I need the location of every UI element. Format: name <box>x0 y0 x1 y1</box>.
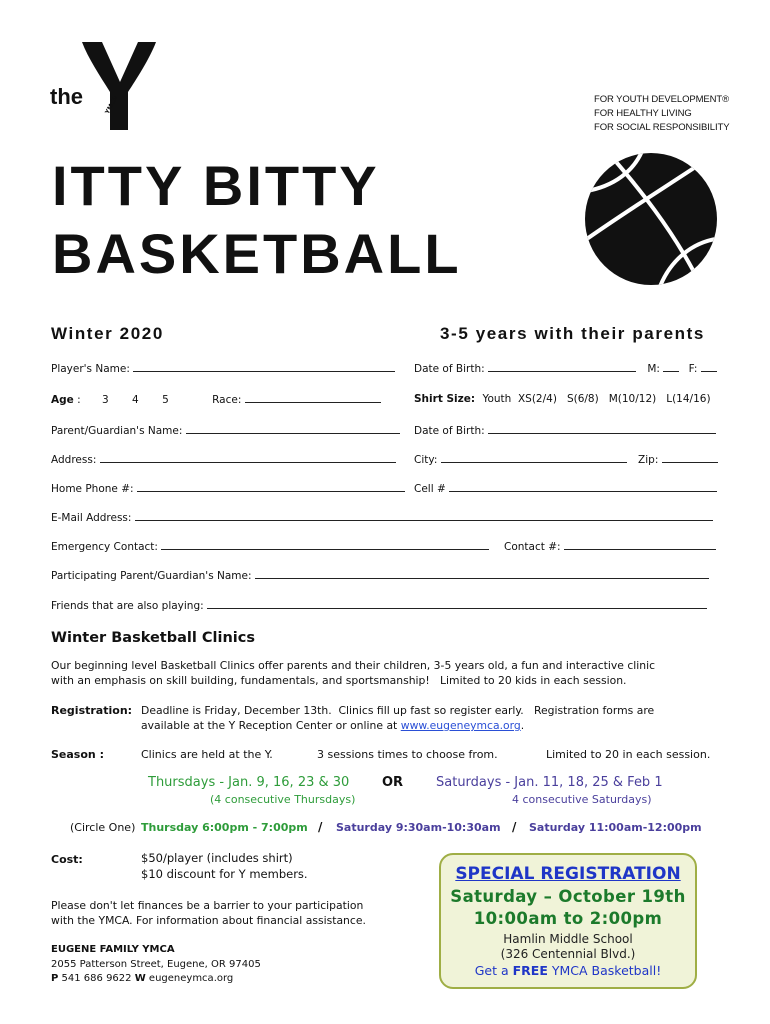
parent-name-field[interactable] <box>186 424 400 434</box>
slash-1: / <box>318 820 323 834</box>
player-name-label: Player's Name: <box>51 363 130 375</box>
address-row <box>51 453 396 466</box>
city-field[interactable] <box>441 453 627 463</box>
age-colon: : <box>77 394 81 406</box>
parent-dob-field[interactable] <box>488 424 716 434</box>
age-option-4[interactable]: 4 <box>132 394 139 406</box>
zip-label: Zip: <box>638 454 659 466</box>
promo-place-line2: (326 Centennial Blvd.) <box>500 947 636 961</box>
friends-field[interactable] <box>207 599 707 609</box>
promo-place <box>441 932 695 962</box>
thursdays-sub: (4 consecutive Thursdays) <box>210 793 356 806</box>
m-field[interactable] <box>663 362 679 372</box>
clinics-heading: Winter Basketball Clinics <box>51 630 255 646</box>
assistance-line2: with the YMCA. For information about financial assistance. <box>51 914 366 927</box>
saturdays-dates: Saturdays - Jan. 11, 18, 25 & Feb 1 <box>436 775 663 790</box>
home-phone-field[interactable] <box>137 482 405 492</box>
registration-text-line1: Deadline is Friday, December 13th. Clinics fill up fast so register early. Registration forms are <box>141 704 655 717</box>
email-label: E-Mail Address: <box>51 512 132 524</box>
email-row <box>51 511 713 524</box>
circle-one-label: (Circle One) <box>70 821 136 834</box>
thursdays-dates: Thursdays - Jan. 9, 16, 23 & 30 <box>148 775 350 790</box>
friends-label: Friends that are also playing: <box>51 600 204 612</box>
phone-prefix: P <box>51 973 59 984</box>
player-dob-row <box>414 362 717 375</box>
promo-time: 10:00am to 2:00pm <box>473 909 663 928</box>
tagline-social: FOR SOCIAL RESPONSIBILITY <box>594 122 730 133</box>
f-field[interactable] <box>701 362 717 372</box>
registration-end: . <box>520 719 525 732</box>
cost-label: Cost: <box>51 853 83 866</box>
registration-label: Registration: <box>51 704 133 717</box>
age-option-3[interactable]: 3 <box>102 394 109 406</box>
ymca-name: EUGENE FAMILY YMCA <box>51 944 175 955</box>
promo-date: Saturday – October 19th <box>450 887 686 906</box>
slash-2: / <box>512 820 517 834</box>
address-field[interactable] <box>100 453 396 463</box>
parent-dob-row <box>414 424 716 437</box>
clinics-intro-line2: with an emphasis on skill building, fundamentals, and sportsmanship! Limited to 20 kids in each session. <box>51 674 627 687</box>
season-limit: Limited to 20 in each session. <box>546 748 711 761</box>
home-phone-label: Home Phone #: <box>51 483 134 495</box>
address-label: Address: <box>51 454 97 466</box>
emergency-label: Emergency Contact: <box>51 541 158 553</box>
promo-place-line1: Hamlin Middle School <box>503 932 633 946</box>
contact-field[interactable] <box>564 540 716 550</box>
friends-row <box>51 599 707 612</box>
ymca-phone: 541 686 9622 <box>61 973 132 984</box>
season-label: Season : <box>51 748 104 761</box>
registration-text-line2 <box>141 718 524 734</box>
age-option-5[interactable]: 5 <box>162 394 169 406</box>
basketball-icon <box>584 152 718 286</box>
player-dob-field[interactable] <box>488 362 636 372</box>
cost-line2: $10 discount for Y members. <box>141 867 308 881</box>
promo-free-post: YMCA Basketball! <box>547 963 662 978</box>
home-phone-row <box>51 482 405 495</box>
registration-text: available at the Y Reception Center or online at <box>141 719 398 732</box>
participating-label: Participating Parent/Guardian's Name: <box>51 570 252 582</box>
tagline-youth: FOR YOUTH DEVELOPMENT® <box>594 94 730 105</box>
participating-field[interactable] <box>255 569 709 579</box>
email-field[interactable] <box>135 511 713 521</box>
emergency-field[interactable] <box>161 540 489 550</box>
ymca-website-link[interactable]: www.eugeneymca.org <box>400 719 521 732</box>
player-dob-label: Date of Birth: <box>414 363 485 375</box>
option-saturday-morning[interactable]: Saturday 9:30am-10:30am <box>336 821 501 834</box>
promo-free-word: FREE <box>512 963 548 978</box>
parent-name-label: Parent/Guardian's Name: <box>51 425 183 437</box>
emergency-row <box>51 540 489 553</box>
parent-name-row <box>51 424 400 437</box>
tagline-healthy: FOR HEALTHY LIVING <box>594 108 692 119</box>
player-name-field[interactable] <box>133 362 395 372</box>
option-saturday-midday[interactable]: Saturday 11:00am-12:00pm <box>529 821 702 834</box>
f-label: F: <box>688 363 698 375</box>
ymca-logo-text: YMCA <box>104 94 120 116</box>
ymca-web: eugeneymca.org <box>148 973 234 984</box>
participating-row <box>51 569 709 582</box>
m-label: M: <box>647 363 660 375</box>
special-registration-box <box>439 853 697 989</box>
season-sessions: 3 sessions times to choose from. <box>317 748 498 761</box>
age-row <box>51 393 381 406</box>
race-field[interactable] <box>245 393 381 403</box>
race-label: Race: <box>212 394 242 406</box>
ages-subtitle: 3-5 years with their parents <box>440 324 705 343</box>
or-label: OR <box>382 775 404 790</box>
assistance-line1: Please don't let finances be a barrier to your participation <box>51 899 364 912</box>
ymca-address: 2055 Patterson Street, Eugene, OR 97405 <box>51 959 261 970</box>
promo-heading: SPECIAL REGISTRATION <box>455 864 681 884</box>
cell-row <box>414 482 717 495</box>
city-row <box>414 453 718 466</box>
ymca-logo-the: the <box>50 84 83 109</box>
promo-free-ball <box>441 963 695 978</box>
shirt-size-label: Shirt Size: <box>414 393 476 405</box>
title-line1: ITTY BITTY <box>52 154 380 217</box>
season-subtitle: Winter 2020 <box>51 324 164 343</box>
ymca-y-logo-icon <box>80 40 160 132</box>
contact-label: Contact #: <box>504 541 561 553</box>
title-line2: BASKETBALL <box>52 222 462 285</box>
season-held: Clinics are held at the Y. <box>141 748 273 761</box>
registered-mark: ® <box>147 46 153 53</box>
ymca-phone-web <box>51 973 233 984</box>
shirt-size-row <box>414 393 711 405</box>
zip-field[interactable] <box>662 453 718 463</box>
clinics-intro-line1: Our beginning level Basketball Clinics offer parents and their children, 3-5 years old, a fun and interactive clinic <box>51 659 656 672</box>
cell-label: Cell # <box>414 483 446 495</box>
city-label: City: <box>414 454 438 466</box>
saturdays-sub: 4 consecutive Saturdays) <box>512 793 652 806</box>
parent-dob-label: Date of Birth: <box>414 425 485 437</box>
promo-free-pre: Get a <box>474 963 513 978</box>
option-thursday[interactable]: Thursday 6:00pm - 7:00pm <box>141 821 308 834</box>
shirt-size-options[interactable]: Youth XS(2/4) S(6/8) M(10/12) L(14/16) <box>482 393 711 405</box>
cell-field[interactable] <box>449 482 717 492</box>
player-name-row <box>51 362 395 375</box>
cost-line1: $50/player (includes shirt) <box>141 851 293 865</box>
contact-row <box>504 540 716 553</box>
web-prefix: W <box>134 973 146 984</box>
age-label: Age <box>51 394 74 406</box>
